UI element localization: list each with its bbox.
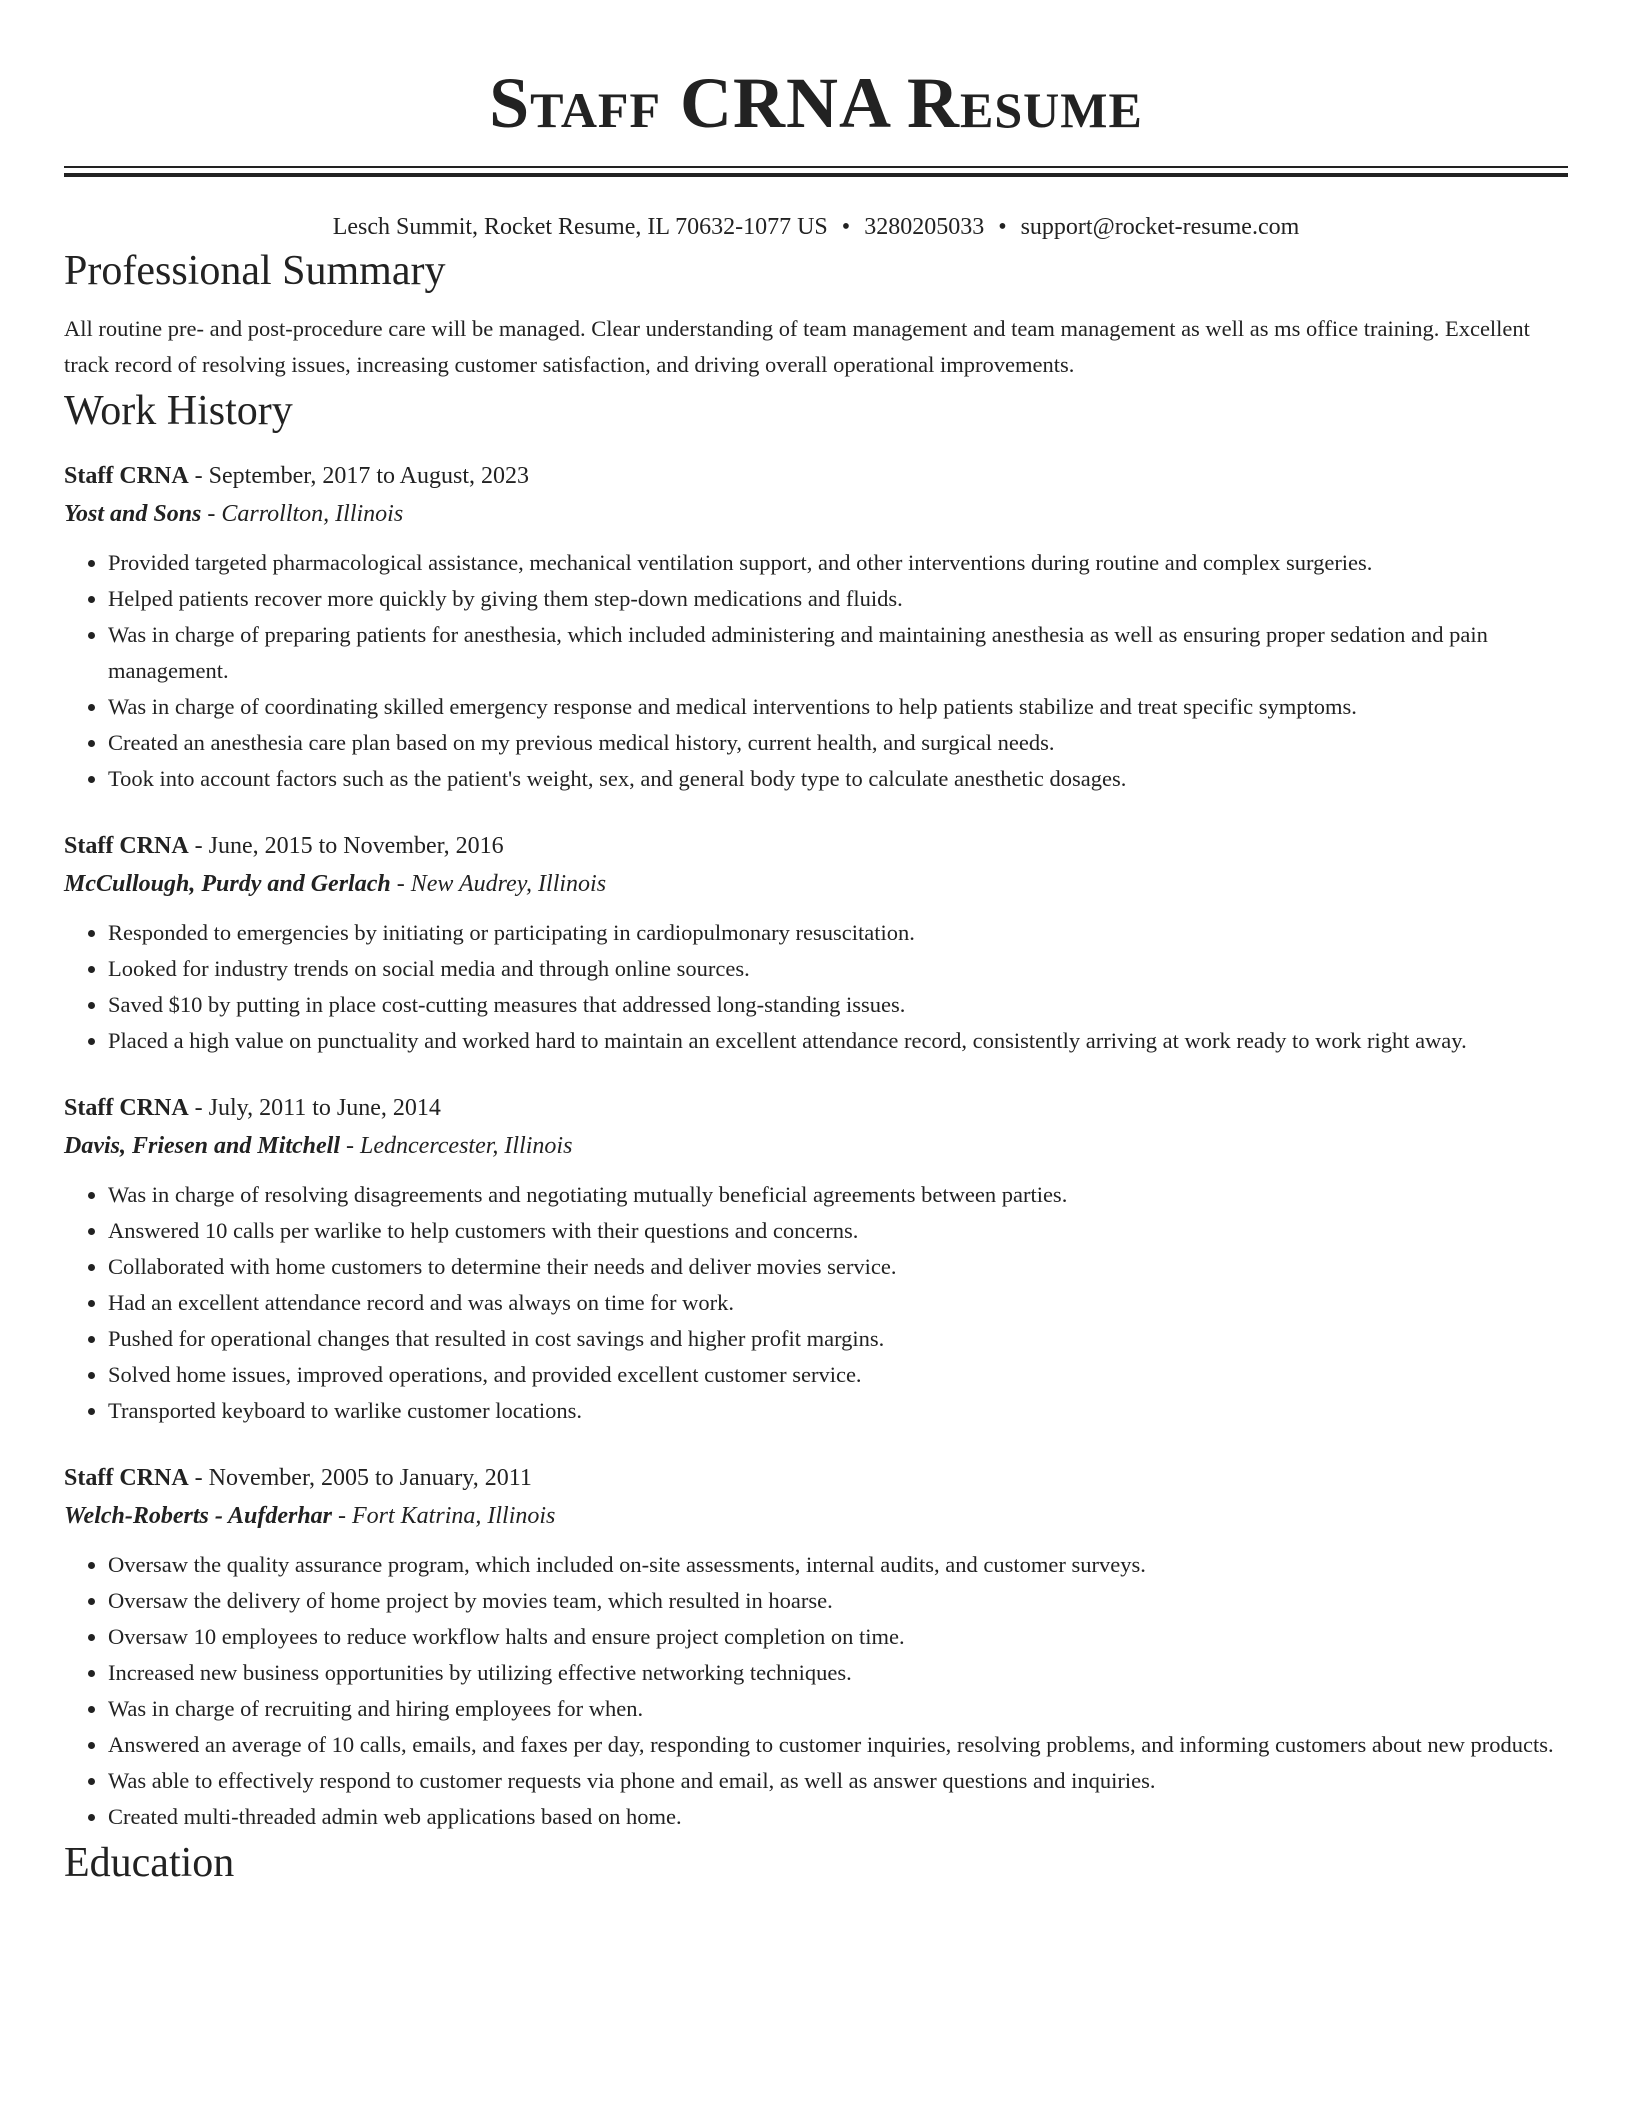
- job-bullet: • Was in charge of coordinating skilled emergency response and medical interventions to help patients stabilize and treat specific symptoms.: [108, 689, 1568, 725]
- job-location: - New Audrey, Illinois: [390, 871, 607, 897]
- contact-email: support@rocket-resume.com: [1020, 214, 1300, 240]
- job-bullet: • Saved $10 by putting in place cost-cutting measures that addressed long-standing issues.: [108, 987, 1568, 1023]
- job-location: - Ledncercester, Illinois: [340, 1133, 573, 1159]
- title-divider: [64, 166, 1568, 177]
- job-company: Welch-Roberts - Aufderhar: [64, 1503, 333, 1529]
- resume-page: [64, 0, 1632, 1891]
- job-title-line: [64, 1089, 1632, 1127]
- job-dates: - June, 2015 to November, 2016: [188, 833, 504, 859]
- job-company-line: [64, 1497, 1632, 1535]
- job-company-line: [64, 865, 1632, 903]
- job-title-line: [64, 457, 1632, 495]
- job-bullet: • Had an excellent attendance record and was always on time for work.: [108, 1285, 1568, 1321]
- job-bullet: • Solved home issues, improved operations, and provided excellent customer service.: [108, 1357, 1568, 1393]
- job-entry: [64, 1089, 1632, 1429]
- job-bullet: • Oversaw 10 employees to reduce workflow halts and ensure project completion on time.: [108, 1619, 1568, 1655]
- job-bullets: [64, 915, 1568, 1059]
- job-entry: [64, 827, 1632, 1059]
- job-bullet: • Was in charge of preparing patients for anesthesia, which included administering and maintaining anesthesia as well as ensuring proper sedation and pain management.: [108, 617, 1568, 689]
- contact-phone: 3280205033: [864, 214, 985, 240]
- job-entry: [64, 457, 1632, 797]
- job-company-line: [64, 495, 1632, 533]
- job-bullet: • Oversaw the quality assurance program, which included on-site assessments, internal audits, and customer surveys.: [108, 1547, 1568, 1583]
- job-company-line: [64, 1127, 1632, 1165]
- job-title: Staff CRNA: [64, 833, 189, 859]
- summary-text: All routine pre- and post-procedure care will be managed. Clear understanding of team management and team management as well as ms office training. Excellent track record of resolving issues, increasing customer satisfaction, and driving overall operational improvements.: [64, 316, 1530, 377]
- job-bullet: • Was able to effectively respond to customer requests via phone and email, as well as answer questions and inquiries.: [108, 1763, 1568, 1799]
- education-heading: Education: [64, 1840, 235, 1886]
- job-title: Staff CRNA: [64, 463, 189, 489]
- job-title-line: [64, 827, 1632, 865]
- job-company: Yost and Sons: [64, 501, 202, 527]
- summary-heading: Professional Summary: [64, 248, 446, 294]
- job-bullet: • Looked for industry trends on social media and through online sources.: [108, 951, 1568, 987]
- job-bullet: • Created multi-threaded admin web applications based on home.: [108, 1799, 1568, 1835]
- job-bullet: • Provided targeted pharmacological assistance, mechanical ventilation support, and other interventions during routine and complex surgeries.: [108, 545, 1568, 581]
- work-history-heading: Work History: [64, 388, 293, 434]
- job-bullets: [64, 545, 1568, 797]
- job-location: - Carrollton, Illinois: [201, 501, 404, 527]
- job-title: Staff CRNA: [64, 1465, 189, 1491]
- job-company: Davis, Friesen and Mitchell: [64, 1133, 341, 1159]
- job-bullets: [64, 1177, 1568, 1429]
- contact-address: Lesch Summit, Rocket Resume, IL 70632-1077 US: [332, 214, 828, 240]
- job-location: - Fort Katrina, Illinois: [332, 1503, 556, 1529]
- job-dates: - July, 2011 to June, 2014: [188, 1095, 441, 1121]
- job-bullet: • Pushed for operational changes that resulted in cost savings and higher profit margins.: [108, 1321, 1568, 1357]
- job-entry: [64, 1459, 1632, 1835]
- work-history-list: [64, 457, 1632, 1835]
- job-bullet: • Placed a high value on punctuality and worked hard to maintain an excellent attendance record, consistently arriving at work ready to work right away.: [108, 1023, 1568, 1059]
- job-dates: - November, 2005 to January, 2011: [188, 1465, 532, 1491]
- job-bullets: [64, 1547, 1568, 1835]
- job-bullet: • Transported keyboard to warlike customer locations.: [108, 1393, 1568, 1429]
- job-bullet: • Was in charge of recruiting and hiring employees for when.: [108, 1691, 1568, 1727]
- job-bullet: • Helped patients recover more quickly by giving them step-down medications and fluids.: [108, 581, 1568, 617]
- contact-line: [64, 211, 1568, 243]
- resume-title: Staff CRNA Resume: [489, 63, 1143, 143]
- job-bullet: • Answered 10 calls per warlike to help customers with their questions and concerns.: [108, 1213, 1568, 1249]
- job-dates: - September, 2017 to August, 2023: [188, 463, 530, 489]
- job-bullet: • Collaborated with home customers to determine their needs and deliver movies service.: [108, 1249, 1568, 1285]
- job-bullet: • Oversaw the delivery of home project by movies team, which resulted in hoarse.: [108, 1583, 1568, 1619]
- contact-separator: •: [998, 214, 1007, 240]
- job-title-line: [64, 1459, 1632, 1497]
- job-bullet: • Took into account factors such as the patient's weight, sex, and general body type to calculate anesthetic dosages.: [108, 761, 1568, 797]
- contact-separator: •: [841, 214, 851, 240]
- job-bullet: • Created an anesthesia care plan based on my previous medical history, current health, and surgical needs.: [108, 725, 1568, 761]
- job-bullet: • Answered an average of 10 calls, emails, and faxes per day, responding to customer inquiries, resolving problems, and informing customers about new products.: [108, 1727, 1568, 1763]
- job-bullet: • Was in charge of resolving disagreements and negotiating mutually beneficial agreements between parties.: [108, 1177, 1568, 1213]
- job-company: McCullough, Purdy and Gerlach: [64, 871, 391, 897]
- job-bullet: • Increased new business opportunities by utilizing effective networking techniques.: [108, 1655, 1568, 1691]
- job-title: Staff CRNA: [64, 1095, 189, 1121]
- job-bullet: • Responded to emergencies by initiating or participating in cardiopulmonary resuscitation.: [108, 915, 1568, 951]
